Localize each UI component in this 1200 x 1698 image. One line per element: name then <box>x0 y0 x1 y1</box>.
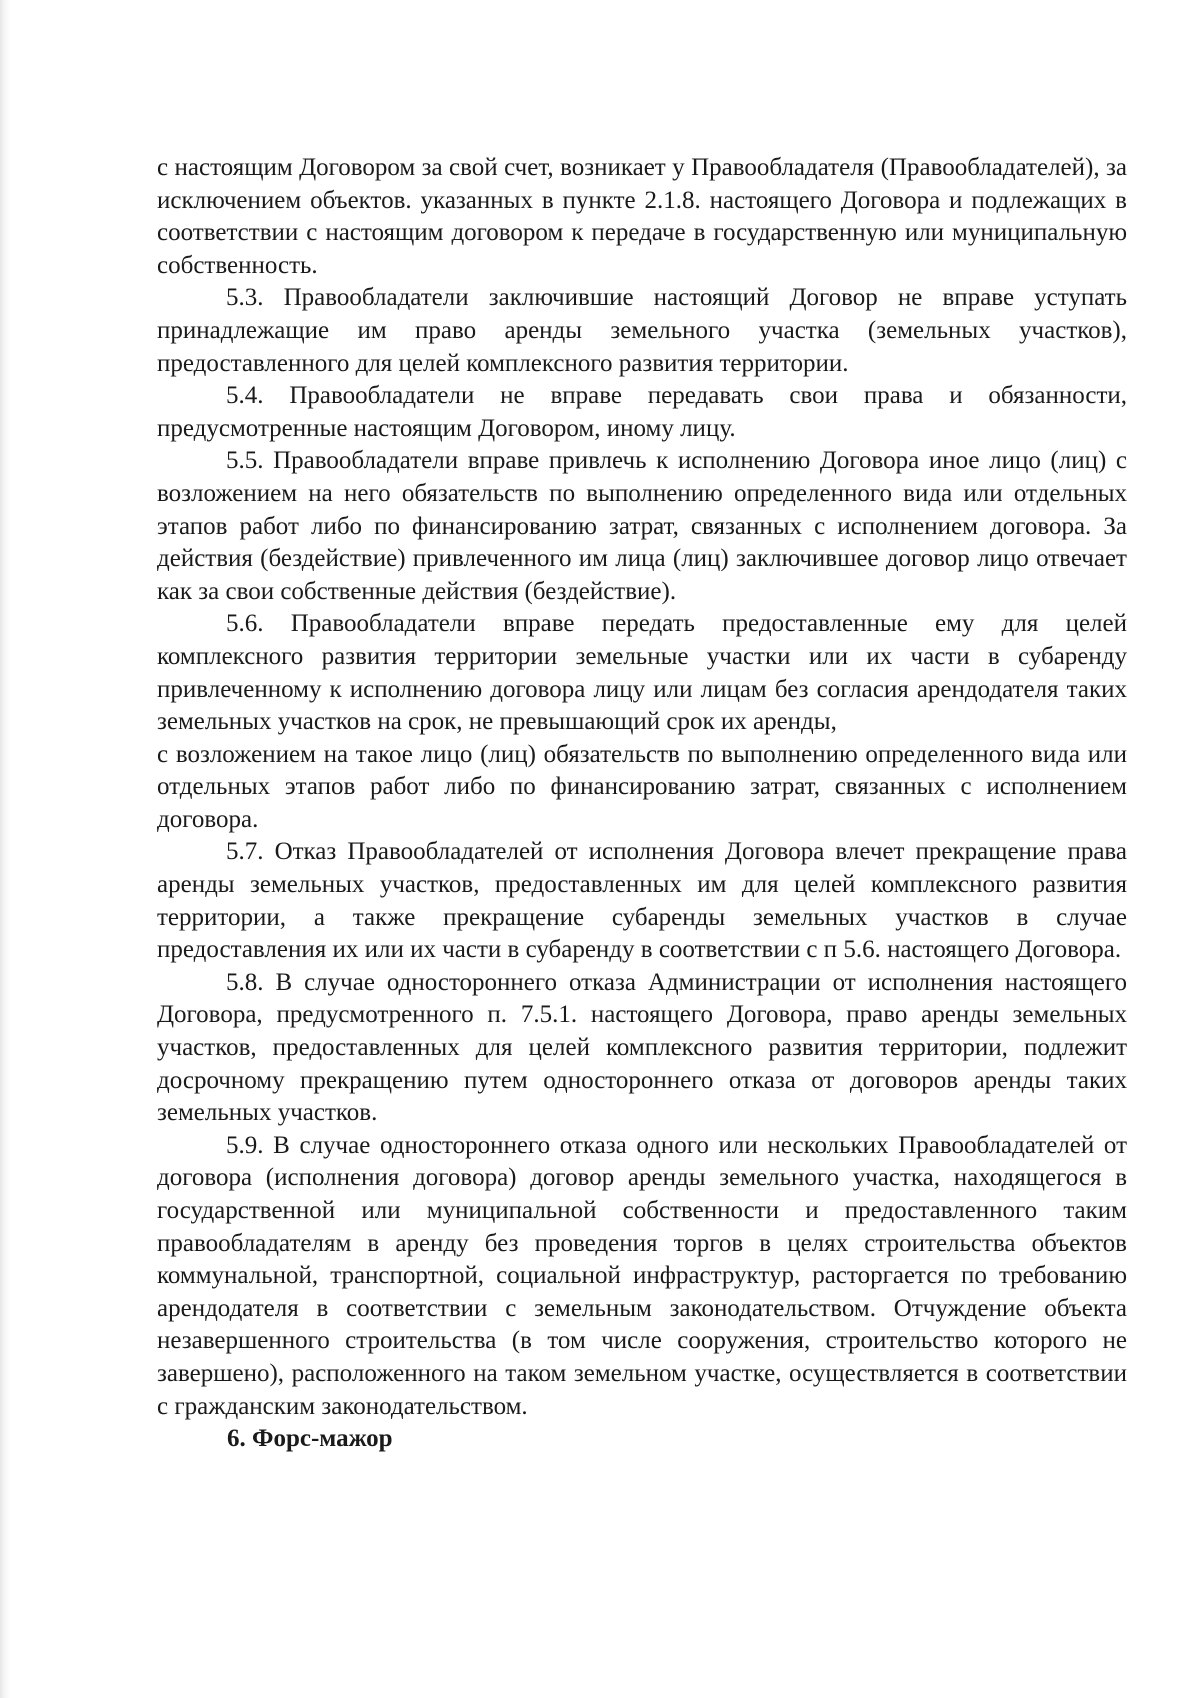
clause-number: 5.7. <box>226 838 264 866</box>
document-page <box>157 152 1127 1456</box>
clause-number: 5.8. <box>226 968 264 996</box>
clause-5-9 <box>157 1130 1127 1423</box>
clause-number: 5.4. <box>226 382 264 410</box>
clause-text: Правообладатели вправе привлечь к исполнению Договора иное лицо (лиц) с возложением на него обязательств по выполнению определенного вида или отдельных этапов работ либо по финансированию затрат, связанных с исполнением договора. За действия (бездействие) привлеченного им лица (лиц) заключившее договор лицо отвечает как за свои собственные действия (бездействие). <box>157 447 1128 605</box>
clause-5-6 <box>157 608 1127 738</box>
clause-text: Отказ Правообладателей от исполнения Договора влечет прекращение права аренды земельных участков, предоставленных им для целей комплексного развития территории, а также прекращение субаренды земельных участков в случае предоставления их или их части в субаренду в соответствии с п 5.6. настоящего Договора. <box>157 838 1127 964</box>
clause-number: 5.6. <box>226 610 264 638</box>
clause-5-4 <box>157 380 1127 445</box>
clause-5-8 <box>157 967 1127 1130</box>
scan-edge <box>0 0 10 1698</box>
clause-text: Правообладатели вправе передать предоставленные ему для целей комплексного развития территории земельные участки или их части в субаренду привлеченному к исполнению договора лицу или лицам без согласия арендодателя таких земельных участков на срок, не превышающий срок их аренды, <box>157 610 1127 736</box>
section-heading: 6. Форс-мажор <box>227 1425 393 1453</box>
paragraph-continuation: с настоящим Договором за свой счет, возникает у Правообладателя (Правообладателей), за исключением объектов. указанных в пункте 2.1.8. настоящего Договора и подлежащих в соответствии с настоящим договором к передаче в государственную или муниципальную собственность. <box>157 154 1127 279</box>
clause-5-5 <box>157 445 1127 608</box>
clause-text: В случае одностороннего отказа Администрации от исполнения настоящего Договора, предусмотренного п. 7.5.1. настоящего Договора, право аренды земельных участков, предоставленных для целей комплексного развития территории, подлежит досрочному прекращению путем одностороннего отказа от договоров аренды таких земельных участков. <box>157 968 1127 1127</box>
clause-text: В случае одностороннего отказа одного или нескольких Правообладателей от договора (исполнения договора) договор аренды земельного участка, находящегося в государственной или муниципальной собственности и предоставленного таким правообладателям в аренду без проведения торгов в целях строительства объектов коммунальной, транспортной, социальной инфраструктур, расторгается по требованию арендодателя в соответствии с земельным законодательством. Отчуждение объекта незавершенного строительства (в том числе сооружения, строительство которого не завершено), расположенного на таком земельном участке, осуществляется в соответствии с гражданским законодательством. <box>157 1131 1128 1420</box>
clause-number: 5.9. <box>226 1131 264 1159</box>
clause-text: Правообладатели заключившие настоящий Договор не вправе уступать принадлежащие им право аренды земельного участка (земельных участков), предоставленного для целей комплексного развития территории. <box>157 284 1128 377</box>
clause-number: 5.5. <box>226 447 264 475</box>
clause-5-3 <box>157 282 1127 380</box>
clause-text: Правообладатели не вправе передавать свои права и обязанности, предусмотренные настоящим Договором, иному лицу. <box>157 382 1128 442</box>
clause-number: 5.3. <box>226 284 264 312</box>
clause-5-6-continuation: с возложением на такое лицо (лиц) обязательств по выполнению определенного вида или отдельных этапов работ либо по финансированию затрат, связанных с исполнением договора. <box>157 740 1127 833</box>
clause-5-7 <box>157 836 1127 966</box>
